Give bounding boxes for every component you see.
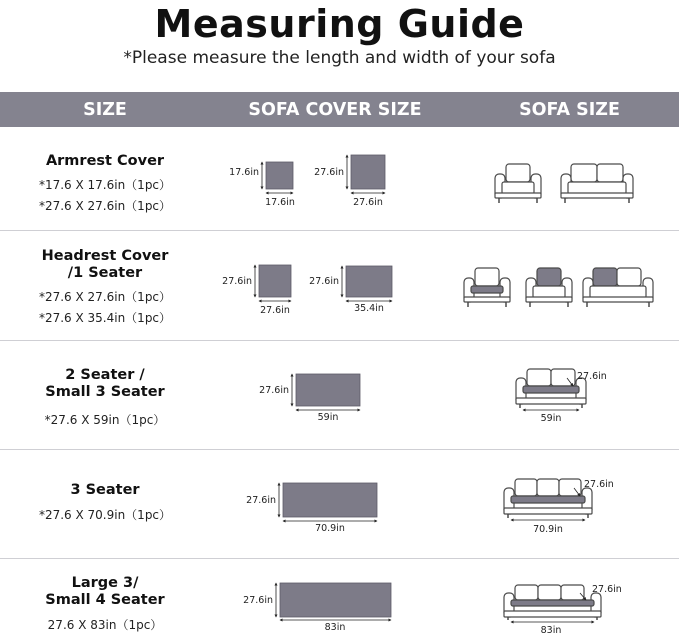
dim-width-label: 27.6in <box>260 305 290 316</box>
row-name-2-seater-line2: Small 3 Seater <box>45 384 165 400</box>
row-name-headrest-line2: /1 Seater <box>67 265 143 281</box>
two-seater-sofa-illustration <box>516 369 586 410</box>
row-spec: *27.6 X 35.4in（1pc） <box>38 311 172 325</box>
dim-height-label: 27.6in <box>309 276 339 287</box>
dim-width-label: 35.4in <box>354 303 384 314</box>
dim-width-label: 27.6in <box>353 197 383 208</box>
dim-height-label: 27.6in <box>246 495 276 506</box>
loveseat-headrest-illustration <box>583 268 653 307</box>
page-subtitle: *Please measure the length and width of your sofa <box>123 48 556 68</box>
row-spec: 27.6 X 83in（1pc） <box>47 618 163 632</box>
row-name-large-3-line1: Large 3/ <box>71 575 139 591</box>
dim-width-label: 17.6in <box>265 197 295 208</box>
sofa-depth-label: 27.6in <box>577 371 607 382</box>
header-sofa-cover-size: SOFA COVER SIZE <box>248 100 422 120</box>
cover-swatch-2-seater <box>259 374 360 423</box>
dim-height-label: 27.6in <box>243 595 273 606</box>
sofa-width-label: 70.9in <box>533 524 563 535</box>
page-title: Measuring Guide <box>154 2 525 46</box>
header-size: SIZE <box>83 100 127 120</box>
row-spec: *27.6 X 70.9in（1pc） <box>38 508 172 522</box>
dim-width-label: 70.9in <box>315 523 345 534</box>
row-name-headrest-line1: Headrest Cover <box>41 248 169 264</box>
row-spec: *27.6 X 59in（1pc） <box>44 413 166 427</box>
cover-swatch-3-seater <box>246 483 377 534</box>
row-name-armrest: Armrest Cover <box>45 153 165 169</box>
four-seater-sofa-illustration <box>504 585 601 622</box>
sofa-width-label: 83in <box>540 625 562 635</box>
header-sofa-size: SOFA SIZE <box>519 100 620 120</box>
dim-height-label: 27.6in <box>314 167 344 178</box>
sofa-depth-label: 27.6in <box>592 584 622 595</box>
armchair-back-highlight-illustration <box>526 268 572 307</box>
sofa-width-label: 59in <box>540 413 562 424</box>
loveseat-illustration <box>561 164 633 203</box>
row-spec: *27.6 X 27.6in（1pc） <box>38 290 172 304</box>
row-name-3-seater: 3 Seater <box>70 482 140 498</box>
cover-swatch-armrest-small <box>229 162 295 208</box>
sofa-depth-label: 27.6in <box>584 479 614 490</box>
dim-height-label: 27.6in <box>259 385 289 396</box>
cover-swatch-headrest-square <box>222 265 291 316</box>
row-spec: *27.6 X 27.6in（1pc） <box>38 199 172 213</box>
three-seater-sofa-illustration <box>504 479 592 520</box>
row-name-large-3-line2: Small 4 Seater <box>45 592 165 608</box>
armchair-illustration <box>495 164 541 203</box>
cover-swatch-large-3-seater <box>243 583 391 633</box>
row-name-2-seater-line1: 2 Seater / <box>65 367 145 383</box>
dim-width-label: 59in <box>317 412 339 423</box>
dim-height-label: 27.6in <box>222 276 252 287</box>
row-spec: *17.6 X 17.6in（1pc） <box>38 178 172 192</box>
cover-swatch-headrest-wide <box>309 266 392 314</box>
dim-width-label: 83in <box>324 622 346 633</box>
cover-swatch-armrest-large <box>314 155 385 208</box>
dim-height-label: 17.6in <box>229 167 259 178</box>
armchair-seat-highlight-illustration <box>464 268 510 307</box>
